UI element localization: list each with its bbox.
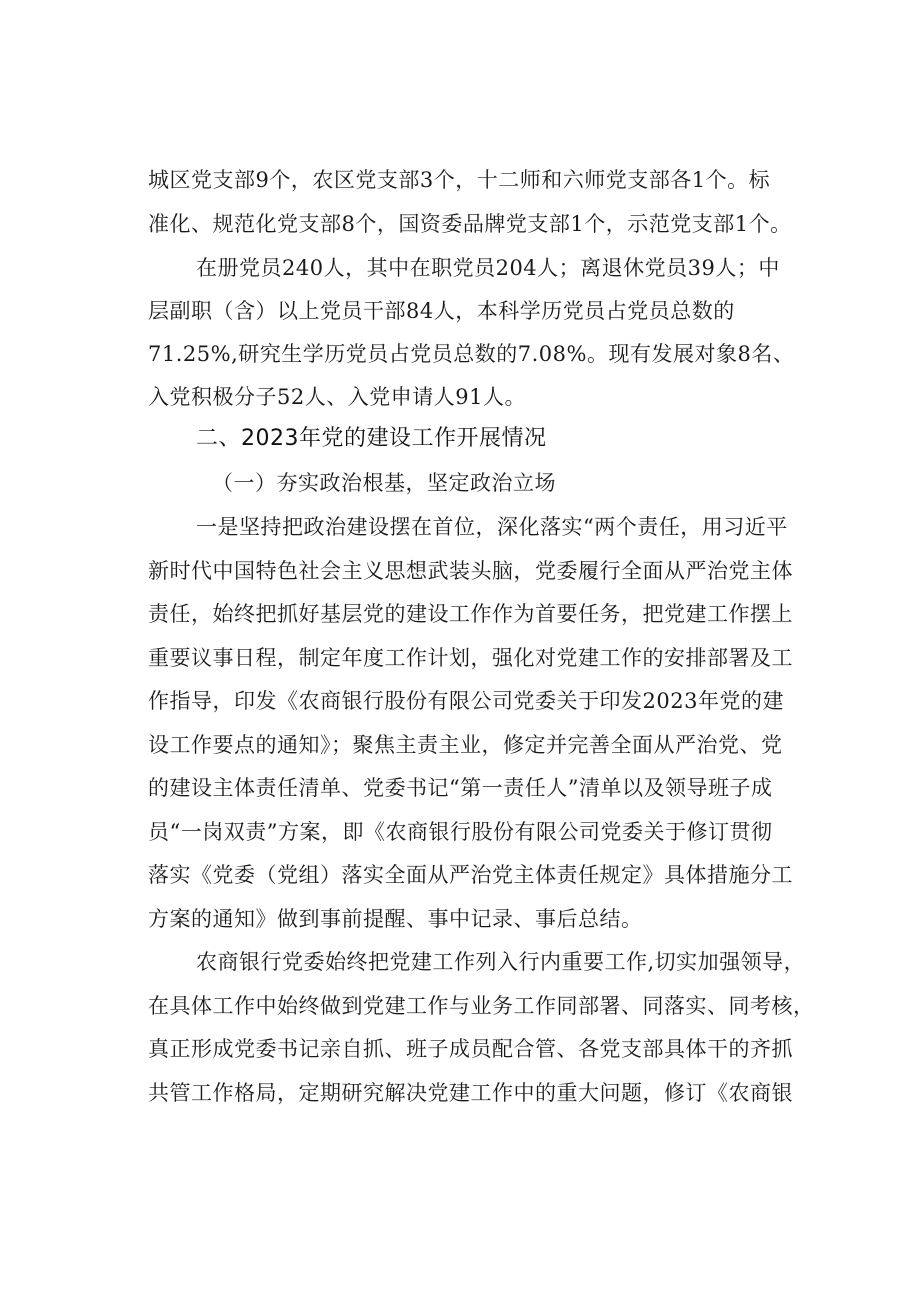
subsection-heading: （一）夯实政治根基，坚定政治立场 bbox=[212, 471, 556, 495]
paragraph-4-line-3: 真正形成党委书记亲自抓、班子成员配合管、各党支部具体干的齐抓 bbox=[148, 1037, 793, 1061]
section-heading: 二、2023年党的建设工作开展情况 bbox=[196, 426, 547, 451]
paragraph-4-line-4: 共管工作格局，定期研究解决党建工作中的重大问题，修订《农商银 bbox=[148, 1081, 793, 1105]
paragraph-2-line-4: 入党积极分子52人、入党申请人91人。 bbox=[148, 385, 526, 409]
paragraph-3-line-5: 作指导，印发《农商银行股份有限公司党委关于印发2023年党的建 bbox=[148, 689, 784, 713]
paragraph-3-line-8: 员“一岗双责”方案，即《农商银行股份有限公司党委关于修订贯彻 bbox=[148, 820, 773, 844]
paragraph-3-line-7: 的建设主体责任清单、党委书记“第一责任人”清单以及领导班子成 bbox=[148, 776, 773, 800]
paragraph-2-line-3: 71.25%,研究生学历党员占党员总数的7.08%。现有发展对象8名、 bbox=[148, 342, 795, 366]
paragraph-2-line-1: 在册党员240人，其中在职党员204人；离退休党员39人；中 bbox=[196, 256, 780, 280]
paragraph-3-line-10: 方案的通知》做到事前提醒、事中记录、事后总结。 bbox=[148, 907, 643, 931]
paragraph-3-line-4: 重要议事日程，制定年度工作计划，强化对党建工作的安排部署及工 bbox=[148, 646, 793, 670]
paragraph-4-line-2: 在具体工作中始终做到党建工作与业务工作同部署、同落实、同考核， bbox=[148, 994, 815, 1018]
paragraph-2-line-2: 层副职（含）以上党员干部84人，本科学历党员占党员总数的 bbox=[148, 299, 735, 323]
paragraph-1-line-1: 城区党支部9个，农区党支部3个，十二师和六师党支部各1个。标 bbox=[148, 168, 771, 192]
paragraph-3-line-6: 设工作要点的通知》；聚焦主责主业，修定并完善全面从严治党、党 bbox=[148, 733, 783, 757]
paragraph-3-line-1: 一是坚持把政治建设摆在首位，深化落实“两个责任，用习近平 bbox=[196, 515, 788, 539]
paragraph-3-line-2: 新时代中国特色社会主义思想武装头脑，党委履行全面从严治党主体 bbox=[148, 559, 793, 583]
paragraph-4-line-1: 农商银行党委始终把党建工作列入行内重要工作,切实加强领导， bbox=[196, 950, 806, 974]
paragraph-1-line-2: 准化、规范化党支部8个，国资委品牌党支部1个，示范党支部1个。 bbox=[148, 212, 792, 236]
paragraph-3-line-9: 落实《党委（党组）落实全面从严治党主体责任规定》具体措施分工 bbox=[148, 863, 793, 887]
paragraph-3-line-3: 责任，始终把抓好基层党的建设工作作为首要任务，把党建工作摆上 bbox=[148, 602, 793, 626]
